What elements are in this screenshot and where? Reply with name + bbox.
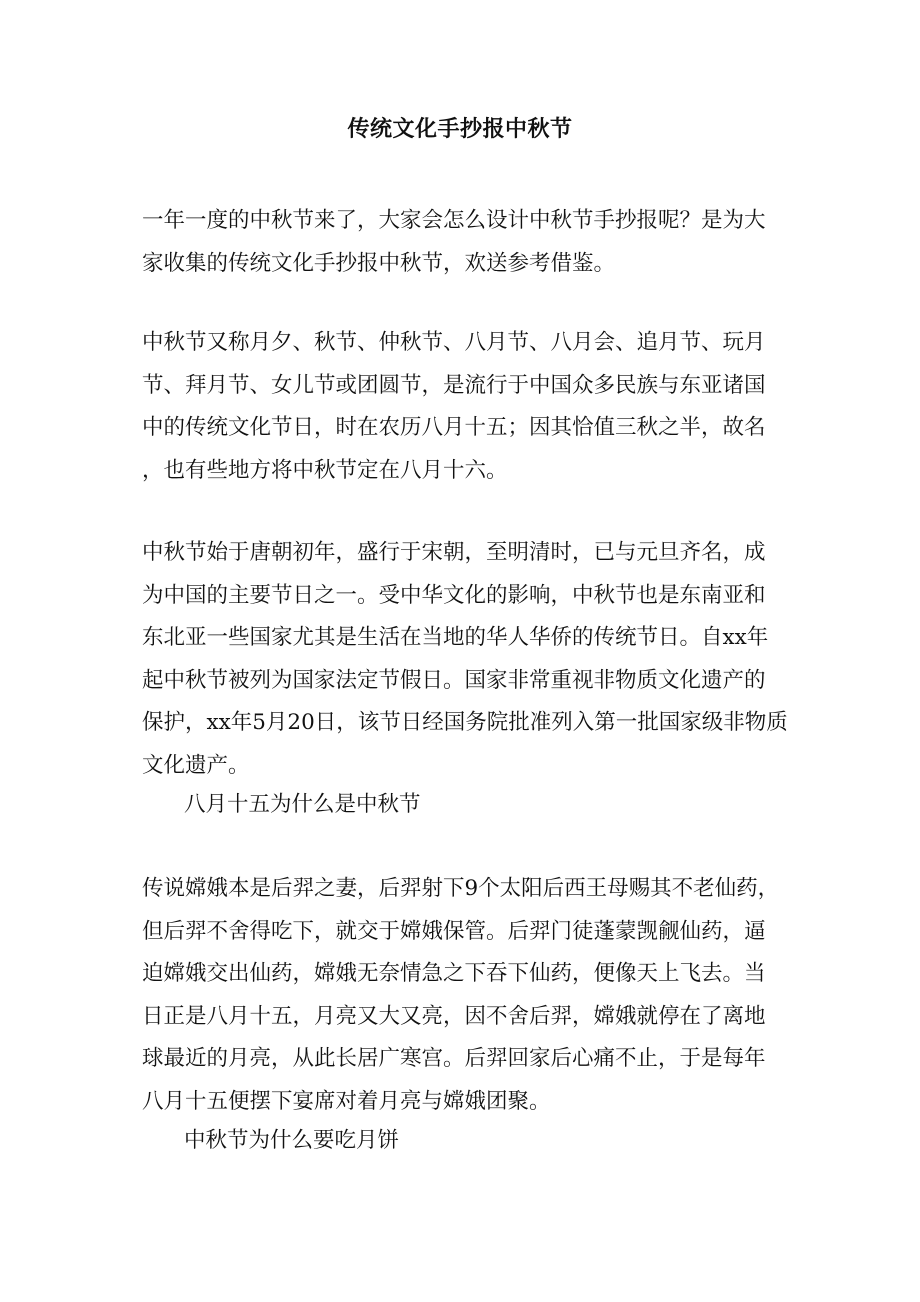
text-line: 中秋节又称月夕、秋节、仲秋节、八月节、八月会、追月节、玩月 xyxy=(142,330,766,355)
text-line: 文化遗产。 xyxy=(142,752,250,778)
text-line: 一年一度的中秋节来了，大家会怎么设计中秋节手抄报呢？是为大 xyxy=(142,208,766,233)
intro-paragraph xyxy=(142,200,782,285)
text-line: 东北亚一些国家尤其是生活在当地的华人华侨的传统节日。自xx年 xyxy=(142,625,769,650)
text-line: 中秋节始于唐朝初年，盛行于宋朝，至明清时，已与元旦齐名，成 xyxy=(142,540,766,565)
history-paragraph xyxy=(142,532,788,787)
alias-paragraph xyxy=(142,322,782,492)
text-line: 家收集的传统文化手抄报中秋节，欢送参考借鉴。 xyxy=(142,250,616,276)
text-line: 八月十五便摆下宴席对着月亮与嫦娥团聚。 xyxy=(142,1088,551,1114)
text-line: 中的传统文化节日，时在农历八月十五；因其恰值三秋之半，故名 xyxy=(142,415,766,440)
page-title: 传统文化手抄报中秋节 xyxy=(347,116,573,142)
text-line: 起中秋节被列为国家法定节假日。国家非常重视非物质文化遗产的 xyxy=(142,667,766,693)
subheading-mid-autumn-date: 八月十五为什么是中秋节 xyxy=(184,792,421,817)
text-line: 保护，xx年5月20日，该节日经国务院批准列入第一批国家级非物质 xyxy=(142,710,788,735)
subheading-mooncake: 中秋节为什么要吃月饼 xyxy=(184,1128,400,1153)
legend-paragraph xyxy=(142,868,782,1123)
text-line: 日正是八月十五，月亮又大又亮，因不舍后羿，嫦娥就停在了离地 xyxy=(142,1003,766,1029)
text-line: 为中国的主要节日之一。受中华文化的影响，中秋节也是东南亚和 xyxy=(142,582,766,608)
text-line: 节、拜月节、女儿节或团圆节，是流行于中国众多民族与东亚诸国 xyxy=(142,372,766,398)
text-line: 但后羿不舍得吃下，就交于嫦娥保管。后羿门徒蓬蒙觊觎仙药，逼 xyxy=(142,918,766,944)
text-line: 球最近的月亮，从此长居广寒宫。后羿回家后心痛不止，于是每年 xyxy=(142,1046,766,1071)
text-line: 迫嫦娥交出仙药，嫦娥无奈情急之下吞下仙药，便像天上飞去。当 xyxy=(142,961,766,986)
text-line: ，也有些地方将中秋节定在八月十六。 xyxy=(142,457,508,483)
text-line: 传说嫦娥本是后羿之妻，后羿射下9个太阳后西王母赐其不老仙药， xyxy=(142,876,780,901)
